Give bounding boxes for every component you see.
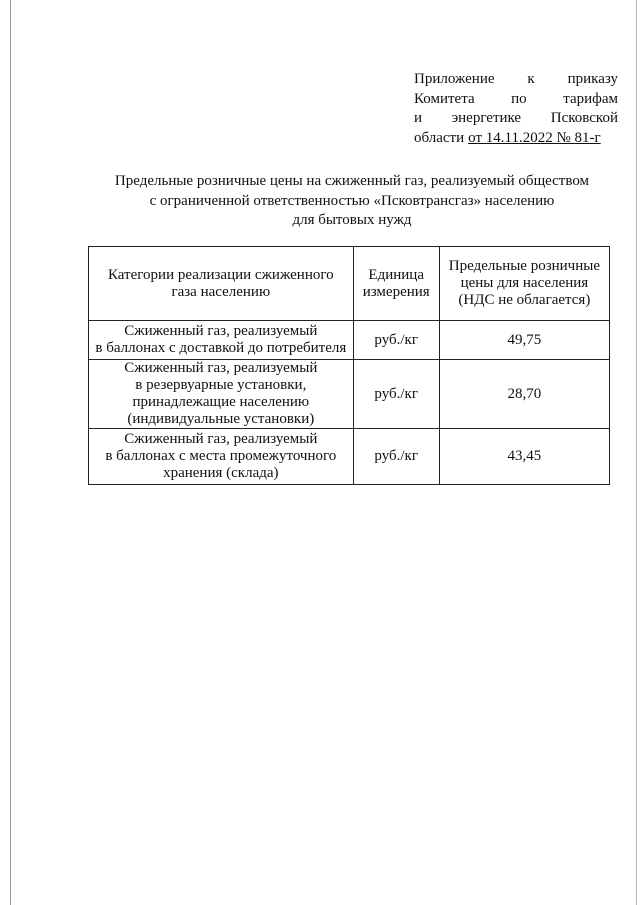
title-line: для бытовых нужд	[292, 212, 412, 228]
title-line: Предельные розничные цены на сжиженный газ, реализуемый обществом	[114, 173, 590, 189]
row-unit: руб./кг	[353, 360, 439, 429]
appendix-line-2	[414, 90, 618, 110]
order-date-number: от 14.11.2022 № 81-г	[468, 129, 601, 146]
appendix-line-3	[414, 109, 618, 129]
category-text: Сжиженный газ, реализуемый	[124, 360, 318, 376]
document-title	[60, 172, 640, 231]
category-text: принадлежащие населению	[132, 394, 310, 410]
header-text: (НДС не облагается)	[458, 292, 591, 308]
header-text: Предельные розничные	[448, 258, 600, 274]
row-category	[89, 429, 354, 485]
appendix-word: по	[511, 90, 527, 107]
header-text: Категории реализации сжиженного	[107, 266, 334, 283]
table-row	[89, 321, 610, 360]
appendix-word: Псковской	[550, 110, 618, 126]
table-row	[89, 429, 610, 485]
category-text: Сжиженный газ, реализуемый	[124, 431, 318, 447]
header-text: газа населению	[171, 283, 271, 300]
row-unit: руб./кг	[353, 429, 439, 485]
header-unit	[353, 247, 439, 321]
category-text: (индивидуальные установки)	[127, 411, 315, 427]
scan-edge-right	[636, 0, 637, 905]
appendix-word: Приложение	[414, 71, 495, 87]
appendix-word: к	[527, 71, 535, 87]
appendix-line-1	[414, 70, 618, 90]
category-text: в резервуарные установки,	[135, 377, 307, 393]
appendix-word: и	[414, 110, 423, 126]
appendix-word: Комитета	[414, 90, 475, 107]
table-row	[89, 360, 610, 429]
appendix-line-4	[414, 129, 618, 149]
header-category	[89, 247, 354, 321]
header-text: Единица	[368, 266, 424, 283]
scan-edge-left	[10, 0, 11, 905]
row-price: 49,75	[439, 321, 609, 360]
title-line: с ограниченной ответственностью «Псковтрансгаз» населению	[149, 192, 555, 209]
header-text: измерения	[362, 283, 430, 300]
price-table	[88, 246, 610, 485]
category-text: в баллонах с места промежуточного	[105, 448, 337, 464]
category-text: Сжиженный газ, реализуемый	[124, 323, 318, 339]
row-price: 28,70	[439, 360, 609, 429]
row-unit: руб./кг	[353, 321, 439, 360]
category-text: в баллонах с доставкой до потребителя	[95, 340, 347, 356]
row-category	[89, 321, 354, 360]
table-header-row	[89, 247, 610, 321]
row-category	[89, 360, 354, 429]
category-text: хранения (склада)	[163, 465, 279, 481]
appendix-word: энергетике	[451, 110, 522, 126]
appendix-word: тарифам	[563, 90, 618, 107]
header-text: цены для населения	[460, 275, 589, 291]
appendix-word: области	[414, 129, 465, 146]
appendix-word: приказу	[567, 71, 618, 87]
appendix-note	[414, 70, 618, 148]
header-price	[439, 247, 609, 321]
row-price: 43,45	[439, 429, 609, 485]
